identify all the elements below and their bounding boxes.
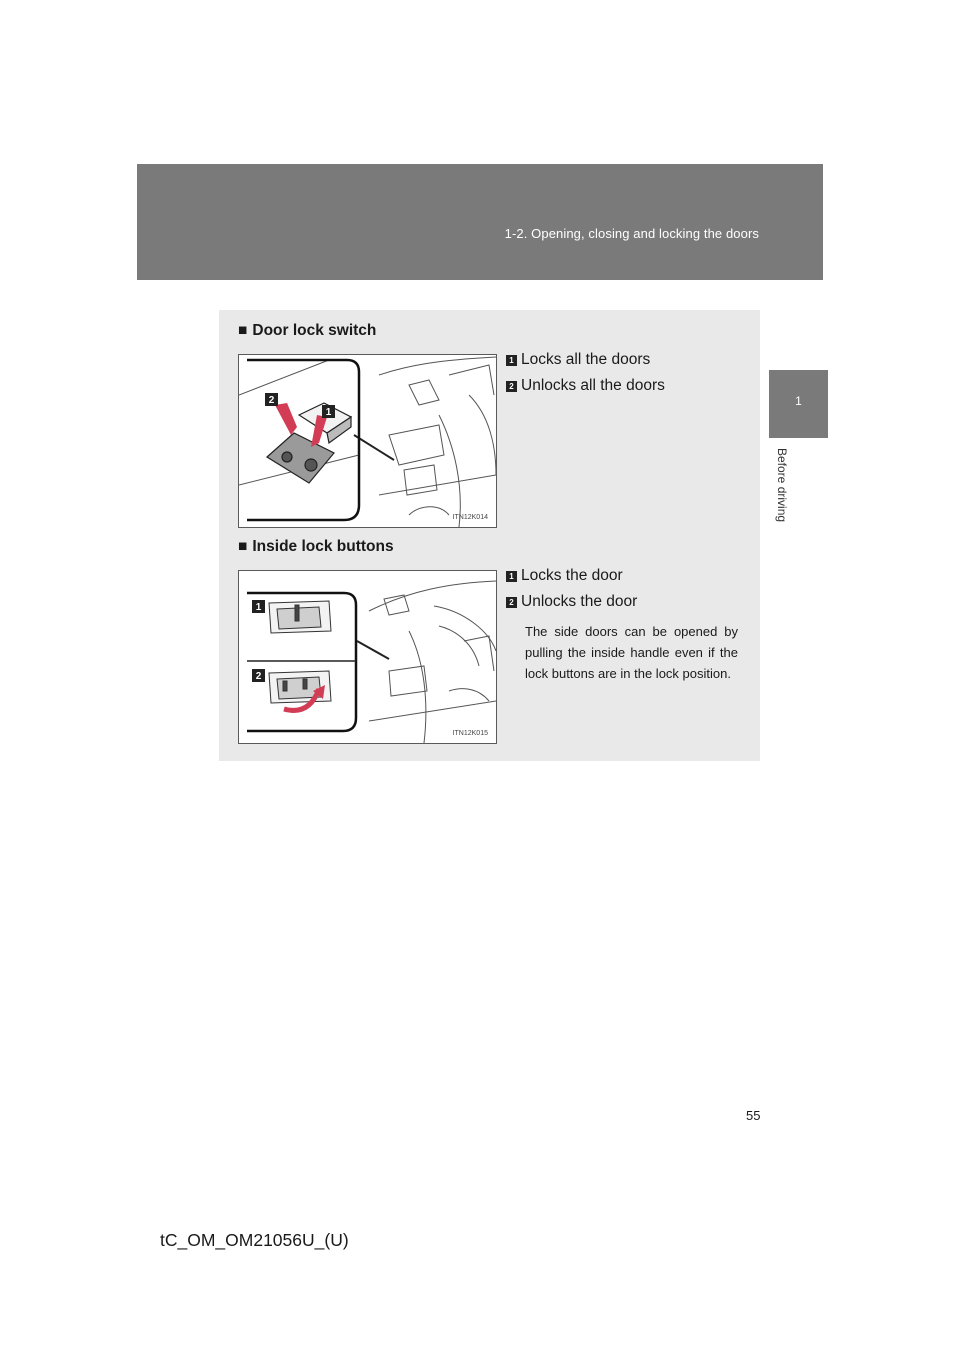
step-text: Locks all the doors bbox=[521, 351, 651, 368]
step-number-badge: 1 bbox=[506, 571, 517, 582]
step-locks-the-door bbox=[506, 567, 623, 585]
heading-text: Inside lock buttons bbox=[252, 538, 394, 555]
svg-text:2: 2 bbox=[255, 671, 262, 682]
chapter-label: Before driving bbox=[775, 448, 789, 523]
step-text: Locks the door bbox=[521, 567, 623, 584]
page-number: 55 bbox=[746, 1108, 761, 1123]
inside-lock-buttons-drawing bbox=[239, 571, 496, 743]
step-unlocks-all-doors bbox=[506, 377, 665, 395]
svg-text:1: 1 bbox=[325, 407, 332, 418]
step-number-badge: 1 bbox=[506, 355, 517, 366]
chapter-label-wrap bbox=[771, 448, 801, 548]
section-title: 1-2. Opening, closing and locking the doors bbox=[504, 226, 759, 241]
bullet-square: ■ bbox=[238, 538, 248, 555]
chapter-tab bbox=[769, 370, 828, 438]
step-text: Unlocks all the doors bbox=[521, 377, 665, 394]
door-lock-switch-drawing bbox=[239, 355, 496, 527]
step-locks-all-doors bbox=[506, 351, 650, 369]
svg-text:1: 1 bbox=[255, 602, 262, 613]
page-header bbox=[137, 164, 823, 280]
bullet-square: ■ bbox=[238, 322, 248, 339]
step-unlocks-the-door bbox=[506, 593, 637, 611]
svg-text:2: 2 bbox=[268, 395, 275, 406]
heading-door-lock-switch bbox=[238, 322, 376, 340]
document-code: tC_OM_OM21056U_(U) bbox=[160, 1230, 349, 1250]
note-paragraph: The side doors can be opened by pulling the inside handle even if the lock buttons are in the lock position. bbox=[525, 624, 738, 681]
chapter-number: 1 bbox=[795, 394, 802, 408]
image-code: ITN12K014 bbox=[452, 514, 488, 521]
heading-text: Door lock switch bbox=[252, 322, 377, 339]
heading-inside-lock-buttons bbox=[238, 538, 394, 556]
step-text: Unlocks the door bbox=[521, 593, 638, 610]
image-code: ITN12K015 bbox=[452, 730, 488, 737]
step-number-badge: 2 bbox=[506, 381, 517, 392]
illustration-inside-lock-buttons bbox=[238, 570, 497, 744]
illustration-door-lock-switch bbox=[238, 354, 497, 528]
step-number-badge: 2 bbox=[506, 597, 517, 608]
